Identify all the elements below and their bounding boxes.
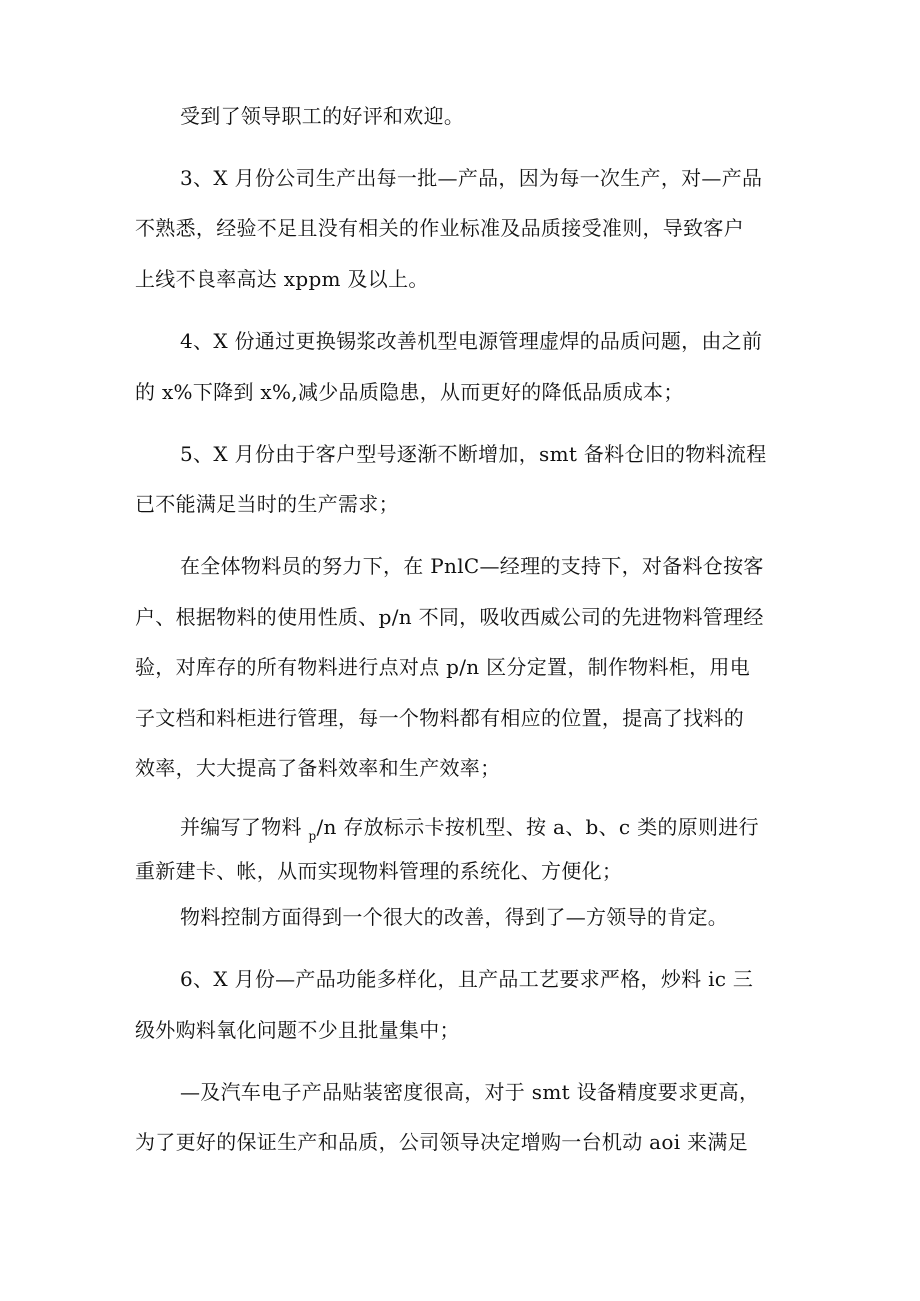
- text-line: 上线不良率高达 xppm 及以上。: [135, 267, 429, 291]
- text-fragment: 并编写了物料: [180, 815, 309, 839]
- text-line: 物料控制方面得到一个很大的改善，得到了—方领导的肯定。: [180, 905, 729, 929]
- text-line: 6、X 月份—产品功能多样化，且产品工艺要求严格，炒料 ic 三: [180, 967, 754, 991]
- text-line: 3、X 月份公司生产出每一批—产品，因为每一次生产，对—产品: [180, 166, 763, 190]
- text-line: 为了更好的保证生产和品质，公司领导决定增购一台机动 aoi 来满足: [135, 1130, 748, 1154]
- text-line: 户、根据物料的使用性质、p/n 不同，吸收西威公司的先进物料管理经: [135, 605, 764, 629]
- text-line: 验，对库存的所有物料进行点对点 p/n 区分定置，制作物料柜，用电: [135, 655, 751, 679]
- text-line: 不熟悉，经验不足且没有相关的作业标准及品质接受准则，导致客户: [135, 216, 744, 240]
- text-line: 受到了领导职工的好评和欢迎。: [180, 104, 465, 128]
- text-line: 的 x%下降到 x%,减少品质隐患，从而更好的降低品质成本；: [135, 380, 684, 404]
- text-line: —及汽车电子产品贴装密度很高，对于 smt 设备精度要求更高，: [180, 1080, 760, 1104]
- text-fragment: /n 存放标示卡按机型、按 a、b、c 类的原则进行: [316, 815, 759, 839]
- text-line: [180, 812, 759, 845]
- text-line: 已不能满足当时的生产需求；: [135, 492, 399, 516]
- text-line: 重新建卡、帐，从而实现物料管理的系统化、方便化；: [135, 859, 623, 883]
- text-line: 在全体物料员的努力下，在 PnlC—经理的支持下，对备料仓按客: [180, 554, 764, 578]
- text-line: 级外购料氧化问题不少且批量集中；: [135, 1018, 460, 1042]
- text-line: 子文档和料柜进行管理，每一个物料都有相应的位置，提高了找料的: [135, 706, 744, 730]
- text-line: 5、X 月份由于客户型号逐渐不断增加，smt 备料仓旧的物料流程: [180, 442, 767, 466]
- text-line: 4、X 份通过更换锡浆改善机型电源管理虚焊的品质问题，由之前: [180, 329, 763, 353]
- text-line: 效率，大大提高了备料效率和生产效率；: [135, 756, 501, 780]
- subscript-text: p: [308, 829, 317, 843]
